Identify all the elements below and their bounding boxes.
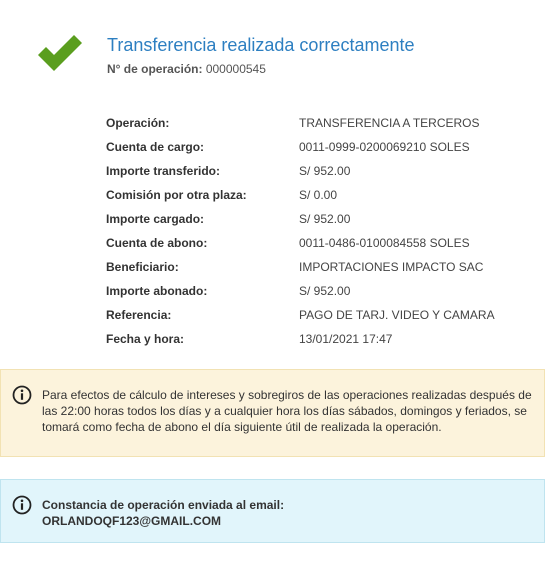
checkmark-icon — [36, 34, 84, 74]
detail-value: S/ 952.00 — [299, 164, 351, 178]
detail-value: PAGO DE TARJ. VIDEO Y CAMARA — [299, 308, 495, 322]
detail-value: IMPORTACIONES IMPACTO SAC — [299, 260, 484, 274]
detail-value: 13/01/2021 17:47 — [299, 332, 393, 346]
detail-label: Referencia: — [106, 308, 172, 322]
detail-value: S/ 0.00 — [299, 188, 338, 202]
detail-value: 0011-0486-0100084558 SOLES — [299, 236, 470, 250]
email-notice-text — [42, 497, 284, 529]
page-title: Transferencia realizada correctamente — [107, 35, 415, 55]
detail-row-amount-transferred — [106, 159, 536, 183]
detail-row-beneficiary — [106, 255, 536, 279]
email-confirmation-notice — [0, 479, 545, 543]
detail-label: Importe abonado: — [106, 284, 208, 298]
detail-label: Cuenta de abono: — [106, 236, 208, 250]
info-icon — [12, 385, 32, 405]
detail-row-reference — [106, 303, 536, 327]
notice-text: Para efectos de cálculo de intereses y sobregiros de las operaciones realizadas después de las 22:00 horas todos los días y a cualquier hora los días sábados, domingos y feriados, se tomará como fecha de abono el día siguiente útil de realizada la operación. — [42, 388, 532, 434]
detail-label: Importe transferido: — [106, 164, 221, 178]
confirmation-header — [0, 0, 553, 95]
email-address: ORLANDOQF123@GMAIL.COM — [42, 514, 222, 528]
detail-value: S/ 952.00 — [299, 212, 351, 226]
detail-value: 0011-0999-0200069210 SOLES — [299, 140, 470, 154]
detail-row-operation — [106, 111, 536, 135]
info-icon — [12, 495, 32, 515]
detail-label: Importe cargado: — [106, 212, 205, 226]
operation-number-line — [107, 62, 266, 76]
detail-row-amount-credited — [106, 279, 536, 303]
operation-details — [106, 111, 536, 351]
email-notice-label: Constancia de operación enviada al email: — [42, 498, 285, 512]
detail-label: Fecha y hora: — [106, 332, 185, 346]
detail-row-commission — [106, 183, 536, 207]
detail-label: Beneficiario: — [106, 260, 179, 274]
operation-number-label: N° de operación: — [107, 62, 203, 76]
detail-label: Operación: — [106, 116, 170, 130]
warning-notice — [0, 369, 545, 457]
detail-row-destination-account — [106, 231, 536, 255]
detail-row-amount-charged — [106, 207, 536, 231]
operation-number-value: 000000545 — [205, 62, 266, 76]
detail-value: S/ 952.00 — [299, 284, 351, 298]
detail-value: TRANSFERENCIA A TERCEROS — [299, 116, 480, 130]
detail-row-source-account — [106, 135, 536, 159]
detail-row-datetime — [106, 327, 536, 351]
detail-label: Cuenta de cargo: — [106, 140, 205, 154]
detail-label: Comisión por otra plaza: — [106, 188, 247, 202]
